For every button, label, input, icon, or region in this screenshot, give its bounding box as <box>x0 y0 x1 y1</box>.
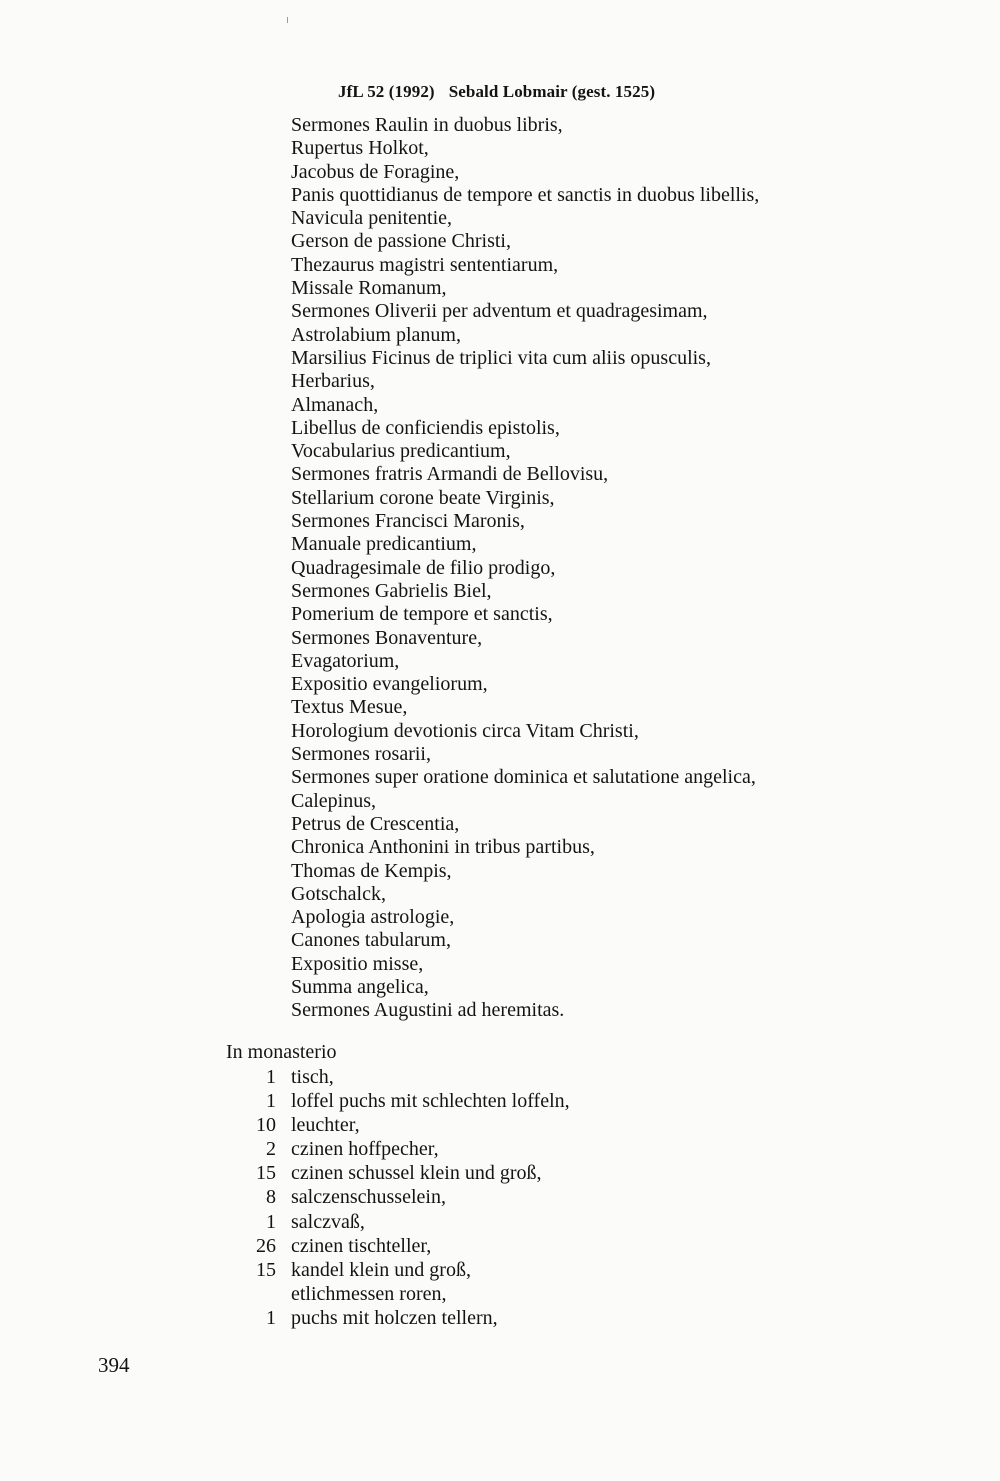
inventory-quantity: 15 <box>256 1258 276 1281</box>
inventory-row <box>238 1113 360 1137</box>
book-list-item: Almanach, <box>291 393 379 416</box>
inventory-item: etlichmessen roren, <box>291 1282 447 1305</box>
book-list-item: Vocabularius predicantium, <box>291 440 511 463</box>
book-list-item: Navicula penitentie, <box>291 207 453 230</box>
inventory-item: leuchter, <box>291 1114 360 1137</box>
book-list-item: Calepinus, <box>291 789 376 812</box>
page-number: 394 <box>98 1353 130 1377</box>
inventory-row <box>238 1234 432 1258</box>
section-heading: In monasterio <box>226 1041 337 1063</box>
book-list-item: Chronica Anthonini in tribus partibus, <box>291 836 595 859</box>
book-list-item: Sermones super oratione dominica et salutatione angelica, <box>291 766 756 789</box>
inventory-row <box>238 1210 365 1234</box>
inventory-quantity: 1 <box>266 1090 276 1113</box>
inventory-item: tisch, <box>291 1066 334 1088</box>
book-list-item: Herbarius, <box>291 370 375 393</box>
book-list-item: Petrus de Crescentia, <box>291 812 460 835</box>
book-list <box>291 114 759 1023</box>
running-header <box>338 82 655 102</box>
book-list-item: Jacobus de Foragine, <box>291 160 460 183</box>
inventory-quantity: 2 <box>266 1138 276 1161</box>
book-list-item: Sermones Bonaventure, <box>291 626 483 649</box>
book-list-item: Sermones fratris Armandi de Bellovisu, <box>291 463 609 486</box>
book-list-item: Apologia astrologie, <box>291 906 455 929</box>
book-list-item: Gotschalck, <box>291 882 386 905</box>
inventory-row <box>238 1258 471 1282</box>
book-list-item: Astrolabium planum, <box>291 323 461 346</box>
book-list-item: Quadragesimale de filio prodigo, <box>291 556 556 579</box>
book-list-item: Gerson de passione Christi, <box>291 230 511 253</box>
inventory-quantity: 15 <box>256 1162 276 1185</box>
inventory-item: czinen schussel klein und groß, <box>291 1162 542 1185</box>
book-list-item: Horologium devotionis circa Vitam Christi, <box>291 719 639 742</box>
inventory-row <box>238 1065 334 1089</box>
book-list-item: Expositio misse, <box>291 952 424 975</box>
book-list-item: Manuale predicantium, <box>291 533 477 556</box>
inventory-item: salczvaß, <box>291 1210 365 1233</box>
journal-reference: JfL 52 (1992) <box>338 82 435 101</box>
book-list-item: Sermones Augustini ad heremitas. <box>291 999 565 1022</box>
inventory-row <box>238 1306 498 1330</box>
inventory-quantity: 10 <box>256 1114 276 1137</box>
book-list-item: Sermones rosarii, <box>291 743 431 766</box>
book-list-item: Canones tabularum, <box>291 929 451 952</box>
inventory-row <box>238 1137 439 1161</box>
book-list-item: Textus Mesue, <box>291 696 408 719</box>
book-list-item: Thezaurus magistri sententiarum, <box>291 253 559 276</box>
inventory-item: czinen hoffpecher, <box>291 1138 439 1161</box>
inventory-list <box>238 1065 570 1330</box>
book-list-item: Pomerium de tempore et sanctis, <box>291 603 553 626</box>
book-list-item: Rupertus Holkot, <box>291 137 429 160</box>
book-list-item: Sermones Raulin in duobus libris, <box>291 114 563 136</box>
inventory-item: loffel puchs mit schlechten loffeln, <box>291 1090 570 1113</box>
inventory-row <box>238 1185 446 1209</box>
inventory-row <box>238 1282 447 1306</box>
inventory-item: kandel klein und groß, <box>291 1258 471 1281</box>
inventory-quantity: 26 <box>256 1234 276 1257</box>
inventory-item: salczenschusselein, <box>291 1186 446 1209</box>
book-list-item: Sermones Gabrielis Biel, <box>291 579 492 602</box>
book-list-item: Sermones Francisci Maronis, <box>291 510 525 533</box>
inventory-quantity: 1 <box>266 1306 276 1329</box>
book-list-item: Marsilius Ficinus de triplici vita cum aliis opusculis, <box>291 346 711 369</box>
book-list-item: Panis quottidianus de tempore et sanctis in duobus libellis, <box>291 183 760 206</box>
inventory-item: czinen tischteller, <box>291 1234 432 1257</box>
book-list-item: Sermones Oliverii per adventum et quadragesimam, <box>291 300 708 323</box>
book-list-item: Thomas de Kempis, <box>291 859 452 882</box>
book-list-item: Expositio evangeliorum, <box>291 673 488 696</box>
inventory-quantity: 1 <box>266 1066 276 1088</box>
book-list-item: Summa angelica, <box>291 975 429 998</box>
book-list-item: Evagatorium, <box>291 649 400 672</box>
running-title: Sebald Lobmair (gest. 1525) <box>448 82 656 101</box>
inventory-row <box>238 1161 542 1185</box>
inventory-row <box>238 1089 570 1113</box>
book-list-item: Missale Romanum, <box>291 277 447 300</box>
scan-speck <box>287 17 288 23</box>
inventory-quantity: 8 <box>266 1186 276 1209</box>
inventory-quantity: 1 <box>266 1210 276 1233</box>
book-list-item: Stellarium corone beate Virginis, <box>291 486 555 509</box>
book-list-item: Libellus de conficiendis epistolis, <box>291 416 560 439</box>
inventory-item: puchs mit holczen tellern, <box>291 1306 498 1329</box>
